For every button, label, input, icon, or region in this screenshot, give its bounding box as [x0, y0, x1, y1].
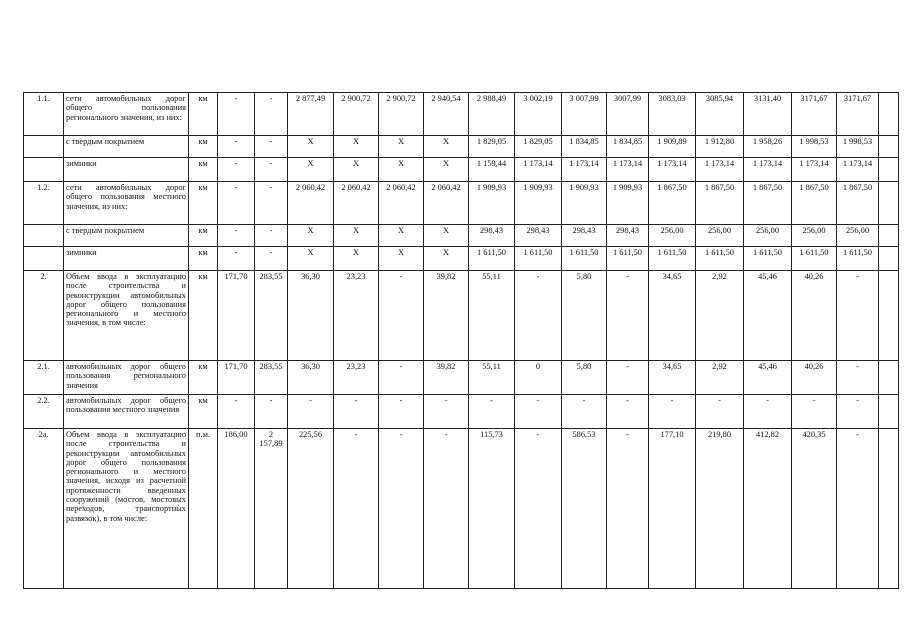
value-cell: 256,00	[792, 225, 837, 247]
value-cell: 177,10	[649, 429, 696, 589]
row-number	[24, 136, 64, 158]
value-cell: 23,23	[334, 361, 379, 395]
value-cell: 420,35	[792, 429, 837, 589]
value-cell: 1 829,05	[469, 136, 515, 158]
value-cell: -	[837, 395, 879, 429]
value-cell: 3171,67	[837, 93, 879, 136]
value-cell: X	[424, 158, 469, 182]
value-cell: -	[424, 429, 469, 589]
value-cell: 39,82	[424, 271, 469, 361]
value-cell: 1 173,14	[837, 158, 879, 182]
value-cell: -	[515, 271, 562, 361]
row-number: 2а.	[24, 429, 64, 589]
value-cell: -	[334, 429, 379, 589]
value-cell: -	[218, 395, 255, 429]
value-cell: 1 909,93	[469, 182, 515, 225]
value-cell	[879, 361, 899, 395]
value-cell: 2 157,89	[255, 429, 288, 589]
value-cell: 55,11	[469, 271, 515, 361]
value-cell: -	[607, 429, 649, 589]
value-cell: -	[792, 395, 837, 429]
value-cell: X	[288, 136, 334, 158]
value-cell: 186,00	[218, 429, 255, 589]
value-cell: -	[255, 136, 288, 158]
value-cell: -	[607, 271, 649, 361]
value-cell: 1 611,50	[469, 247, 515, 271]
value-cell: 298,43	[607, 225, 649, 247]
table-row	[24, 225, 899, 247]
value-cell: 1 173,14	[792, 158, 837, 182]
value-cell: 5,80	[562, 271, 607, 361]
table-row	[24, 182, 899, 225]
value-cell: -	[469, 395, 515, 429]
value-cell	[879, 247, 899, 271]
row-unit: км	[189, 271, 218, 361]
row-unit: км	[189, 361, 218, 395]
row-number: 1.1.	[24, 93, 64, 136]
table-row	[24, 271, 899, 361]
value-cell: -	[255, 225, 288, 247]
value-cell: 1 867,50	[837, 182, 879, 225]
value-cell: 1 834,85	[562, 136, 607, 158]
value-cell: -	[837, 361, 879, 395]
value-cell: 256,00	[744, 225, 792, 247]
value-cell: -	[218, 136, 255, 158]
value-cell: -	[379, 271, 424, 361]
value-cell: -	[379, 395, 424, 429]
value-cell: 2 060,42	[334, 182, 379, 225]
value-cell: 2 988,49	[469, 93, 515, 136]
value-cell: 1 159,44	[469, 158, 515, 182]
value-cell: 1 867,50	[649, 182, 696, 225]
row-number	[24, 158, 64, 182]
value-cell: -	[255, 395, 288, 429]
row-unit: км	[189, 93, 218, 136]
value-cell: 0	[515, 361, 562, 395]
value-cell: 115,73	[469, 429, 515, 589]
value-cell: X	[379, 247, 424, 271]
document-page	[23, 92, 899, 589]
value-cell: X	[379, 225, 424, 247]
value-cell: -	[218, 247, 255, 271]
row-unit: п.м.	[189, 429, 218, 589]
row-number: 2.1.	[24, 361, 64, 395]
table-row	[24, 136, 899, 158]
value-cell: 1 611,50	[696, 247, 744, 271]
value-cell: 1 611,50	[837, 247, 879, 271]
value-cell: -	[837, 271, 879, 361]
row-name: зимники	[64, 158, 189, 182]
table-row	[24, 158, 899, 182]
value-cell: -	[218, 225, 255, 247]
value-cell: 1 611,50	[744, 247, 792, 271]
value-cell	[879, 182, 899, 225]
value-cell: 1 611,50	[792, 247, 837, 271]
value-cell: 1 867,50	[696, 182, 744, 225]
table-body	[24, 93, 899, 589]
value-cell: 1 173,14	[607, 158, 649, 182]
row-name: автомобильных дорог общего пользования регионального значения	[64, 361, 189, 395]
value-cell	[879, 429, 899, 589]
value-cell: 40,26	[792, 271, 837, 361]
value-cell: 1 829,05	[515, 136, 562, 158]
value-cell: 1 909,93	[607, 182, 649, 225]
value-cell: -	[379, 361, 424, 395]
value-cell: -	[515, 395, 562, 429]
value-cell: 2 900,72	[379, 93, 424, 136]
row-number	[24, 225, 64, 247]
value-cell: 36,30	[288, 271, 334, 361]
value-cell: 3171,67	[792, 93, 837, 136]
value-cell	[879, 136, 899, 158]
value-cell: 3007,99	[607, 93, 649, 136]
row-unit: км	[189, 395, 218, 429]
value-cell: X	[379, 158, 424, 182]
value-cell: 298,43	[515, 225, 562, 247]
table-row	[24, 429, 899, 589]
value-cell: 40,26	[792, 361, 837, 395]
value-cell: 3 002,19	[515, 93, 562, 136]
value-cell: 2 900,72	[334, 93, 379, 136]
road-network-table	[23, 92, 899, 589]
value-cell: 256,00	[837, 225, 879, 247]
row-number: 2.2.	[24, 395, 64, 429]
value-cell: -	[334, 395, 379, 429]
value-cell: 2,92	[696, 271, 744, 361]
value-cell: 1 173,14	[744, 158, 792, 182]
value-cell: -	[255, 93, 288, 136]
value-cell: X	[424, 247, 469, 271]
value-cell: 1 611,50	[607, 247, 649, 271]
value-cell: -	[607, 361, 649, 395]
row-name: сети автомобильных дорог общего пользования местного значения, из них:	[64, 182, 189, 225]
value-cell: 2 877,49	[288, 93, 334, 136]
value-cell: 1 173,14	[649, 158, 696, 182]
value-cell: 5,80	[562, 361, 607, 395]
table-row	[24, 93, 899, 136]
value-cell: 1 867,50	[744, 182, 792, 225]
row-number	[24, 247, 64, 271]
value-cell: 23,23	[334, 271, 379, 361]
value-cell: 1 909,93	[515, 182, 562, 225]
value-cell: 1 611,50	[649, 247, 696, 271]
value-cell: 283,55	[255, 361, 288, 395]
row-name: сети автомобильных дорог общего пользования регионального значения, из них:	[64, 93, 189, 136]
value-cell: X	[424, 136, 469, 158]
value-cell: 412,82	[744, 429, 792, 589]
value-cell	[879, 271, 899, 361]
row-number: 1.2.	[24, 182, 64, 225]
row-unit: км	[189, 247, 218, 271]
value-cell: 1 909,89	[649, 136, 696, 158]
value-cell: 2 060,42	[288, 182, 334, 225]
value-cell: 256,00	[696, 225, 744, 247]
value-cell: -	[255, 182, 288, 225]
value-cell: 256,00	[649, 225, 696, 247]
value-cell	[879, 225, 899, 247]
value-cell: 171,70	[218, 361, 255, 395]
value-cell: 298,43	[562, 225, 607, 247]
row-unit: км	[189, 182, 218, 225]
value-cell: 2,92	[696, 361, 744, 395]
value-cell: 171,70	[218, 271, 255, 361]
value-cell: -	[562, 395, 607, 429]
value-cell: 1 867,50	[792, 182, 837, 225]
value-cell: 219,80	[696, 429, 744, 589]
table-row	[24, 395, 899, 429]
value-cell: X	[379, 136, 424, 158]
value-cell: 1 173,14	[696, 158, 744, 182]
value-cell: -	[649, 395, 696, 429]
value-cell: -	[744, 395, 792, 429]
value-cell: -	[255, 158, 288, 182]
value-cell: 1 834,85	[607, 136, 649, 158]
value-cell: X	[288, 247, 334, 271]
row-name: с твердым покрытием	[64, 225, 189, 247]
value-cell: -	[515, 429, 562, 589]
row-unit: км	[189, 225, 218, 247]
value-cell: 39,82	[424, 361, 469, 395]
row-name: с твердым покрытием	[64, 136, 189, 158]
value-cell: 298,43	[469, 225, 515, 247]
value-cell: 586,53	[562, 429, 607, 589]
value-cell: 1 173,14	[515, 158, 562, 182]
value-cell: 45,46	[744, 361, 792, 395]
value-cell: -	[255, 247, 288, 271]
value-cell: -	[696, 395, 744, 429]
value-cell: 2 060,42	[379, 182, 424, 225]
value-cell: 1 173,14	[562, 158, 607, 182]
value-cell: 1 611,50	[515, 247, 562, 271]
value-cell: 55,11	[469, 361, 515, 395]
value-cell: X	[334, 136, 379, 158]
value-cell: 1 909,93	[562, 182, 607, 225]
value-cell: 1 998,53	[792, 136, 837, 158]
value-cell: 34,65	[649, 361, 696, 395]
row-number: 2.	[24, 271, 64, 361]
row-name: автомобильных дорог общего пользования местного значения	[64, 395, 189, 429]
value-cell: 36,30	[288, 361, 334, 395]
value-cell	[879, 395, 899, 429]
value-cell: -	[607, 395, 649, 429]
value-cell: 3131,40	[744, 93, 792, 136]
row-name: зимники	[64, 247, 189, 271]
value-cell: -	[379, 429, 424, 589]
value-cell: X	[334, 225, 379, 247]
value-cell: X	[424, 225, 469, 247]
value-cell: -	[218, 93, 255, 136]
row-unit: км	[189, 136, 218, 158]
value-cell: 2 060,42	[424, 182, 469, 225]
value-cell: 34,65	[649, 271, 696, 361]
table-row	[24, 247, 899, 271]
value-cell: 3083,03	[649, 93, 696, 136]
value-cell: -	[424, 395, 469, 429]
value-cell: 1 958,26	[744, 136, 792, 158]
value-cell: 225,56	[288, 429, 334, 589]
value-cell: -	[218, 158, 255, 182]
row-name: Объем ввода в эксплуатацию после строительства и реконструкции автомобильных дорог общего пользования регионального и местного значения, исходя из расчетной протяженности введенных сооружений (мостов, мостовых переходов, транспортных развязок), в том числе:	[64, 429, 189, 589]
value-cell: -	[837, 429, 879, 589]
value-cell: X	[334, 247, 379, 271]
value-cell: 1 611,50	[562, 247, 607, 271]
value-cell	[879, 93, 899, 136]
row-name: Объем ввода в эксплуатацию после строительства и реконструкции автомобильных дорог общего пользования регионального и местного значения, в том числе:	[64, 271, 189, 361]
value-cell: 283,55	[255, 271, 288, 361]
value-cell: 1 912,80	[696, 136, 744, 158]
value-cell: 2 940,54	[424, 93, 469, 136]
value-cell: 1 998,53	[837, 136, 879, 158]
table-row	[24, 361, 899, 395]
value-cell: 45,46	[744, 271, 792, 361]
row-unit: км	[189, 158, 218, 182]
value-cell: -	[218, 182, 255, 225]
value-cell: -	[288, 395, 334, 429]
value-cell	[879, 158, 899, 182]
value-cell: X	[288, 225, 334, 247]
value-cell: 3085,94	[696, 93, 744, 136]
value-cell: X	[288, 158, 334, 182]
value-cell: 3 007,99	[562, 93, 607, 136]
value-cell: X	[334, 158, 379, 182]
